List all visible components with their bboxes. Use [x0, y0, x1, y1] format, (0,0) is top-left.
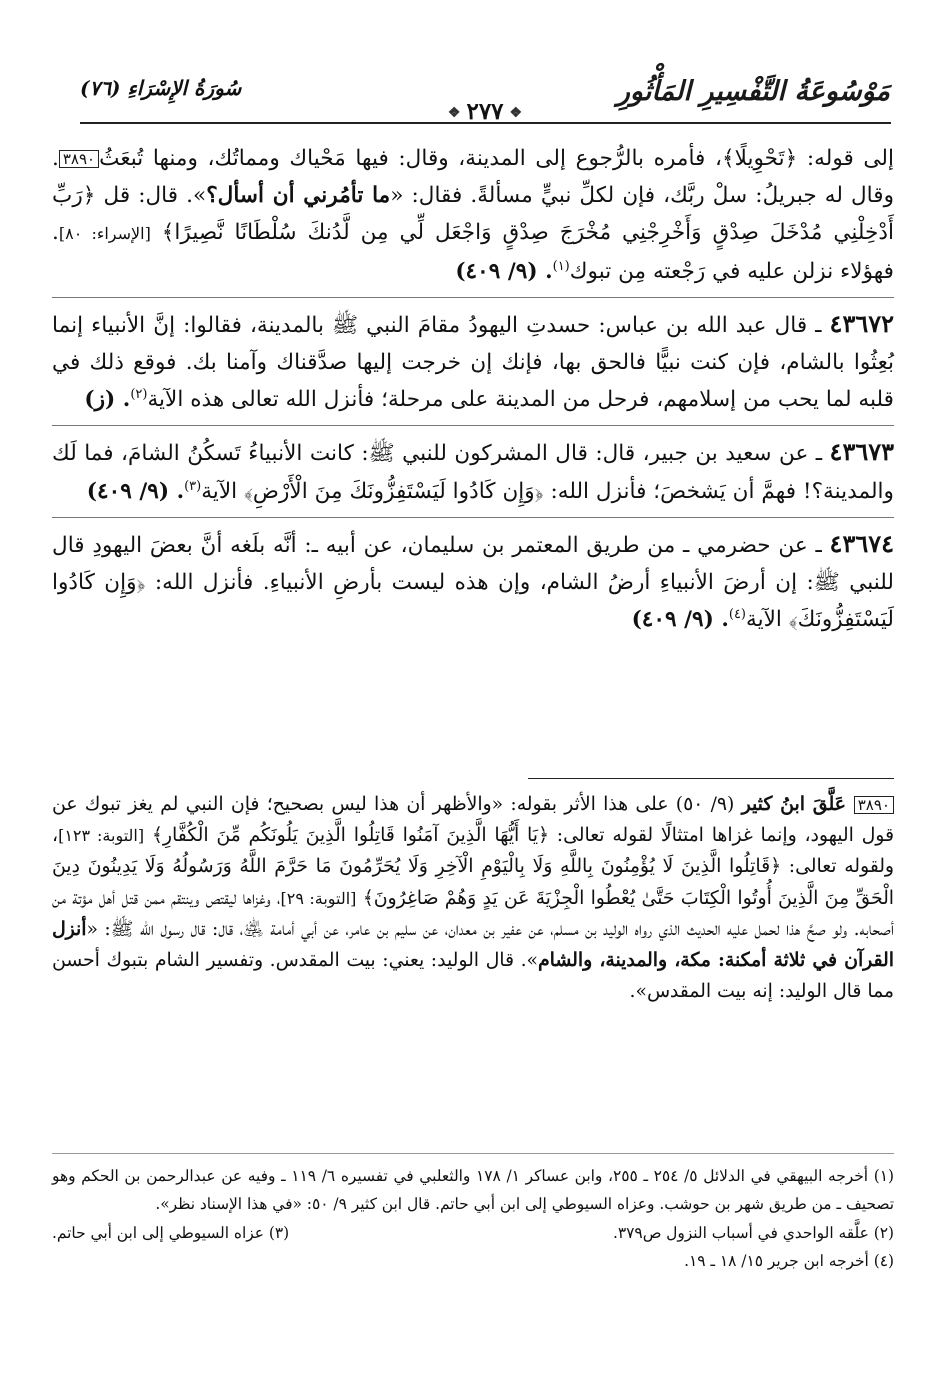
- page-number-group: [442, 98, 528, 125]
- commentary-number-box: ٣٨٩٠: [854, 796, 894, 814]
- entry-43674: [52, 525, 894, 639]
- page-number: ٢٧٧: [466, 98, 504, 125]
- entry-text: ـ قال عبد الله بن عباس: حسدتِ اليهودُ مقامَ النبي ﷺ بالمدينة، فقالوا: إنَّ الأنبياء إنما بُعِثُوا بالشام، فإن كنت نبيًّا فالحق بها، فإنك إن خرجت إليها صدَّقناك وآمنا بك. فوقع ذلك في قلبه لما يحب من إسلامهم، فرحل من المدينة على مرحلة؛ فأنزل الله تعالى هذه الآية: [52, 312, 894, 413]
- commentary-section: [52, 789, 894, 1007]
- separator: [52, 297, 894, 298]
- surah-title: سُورَةُ الإِسْرَاءِ (٧٦): [80, 76, 242, 100]
- verse-reference: [الإسراء: ٨٠]: [58, 224, 151, 244]
- cross-reference-box: ٣٨٩٠: [59, 150, 99, 168]
- footnotes-rule: [52, 1153, 894, 1154]
- ornament-icon: ❖: [447, 105, 461, 121]
- source-reference: . (٩/ ٤٠٩): [631, 607, 729, 633]
- footnote-marker: (٤): [728, 607, 746, 623]
- commentary-text-1: (٩/ ٥٠) على هذا الأثر بقوله: «والأظهر أن هذا ليس بصحيح؛ فإن النبي لم يغز تبوك عن قول اليهود، وإنما غزاها امتثالًا لقوله تعالى: ﴿يَا أَيُّهَا الَّذِينَ آمَنُوا قَاتِلُوا الَّذِينَ يَلُونَكُم مِّنَ الْكُفَّارِ﴾: [52, 794, 894, 847]
- main-content: [52, 140, 894, 638]
- footnote-4: (٤) أخرجه ابن جرير ١٥/ ١٨ ـ ١٩.: [684, 1252, 894, 1271]
- intro-text-3: ». قال: قل ﴿رَبِّ أَدْخِلْنِي مُدْخَلَ صِدْقٍ وَأَخْرِجْنِي مُخْرَجَ صِدْقٍ وَاجْعَل لِّي مِن لَّدُنكَ سُلْطَانًا نَّصِيرًا﴾: [52, 183, 894, 246]
- footnote-1: (١) أخرجه البيهقي في الدلائل ٥/ ٢٥٤ ـ ٢٥٥، وابن عساكر ١/ ١٧٨ والثعلبي في تفسيره ٦/ ١١٩ ـ وفيه عن عبدالرحمن بن الحكم وهو تصحيف ـ من طريق شهر بن حوشب. وعزاه السيوطي إلى ابن أبي حاتم. قال ابن كثير ٩/ ٥٠: «في هذا الإسناد نظر».: [52, 1167, 895, 1214]
- entry-43673: [52, 433, 894, 509]
- entry-number: ٤٣٦٧٢: [829, 308, 894, 338]
- footnotes-section: [52, 1162, 894, 1276]
- footnote-marker: (٣): [184, 478, 202, 494]
- source-reference: . (٩/ ٤٠٩): [455, 258, 553, 284]
- commentary-text-2: ، ولقوله تعالى: ﴿قَاتِلُوا الَّذِينَ لَا يُؤْمِنُونَ بِاللَّهِ وَلَا بِالْيَوْمِ الْآخِرِ وَلَا يُحَرِّمُونَ مَا حَرَّمَ اللَّهُ وَرَسُولُهُ وَلَا يَدِينُونَ دِينَ الْحَقِّ مِنَ الَّذِينَ أُوتُوا الْكِتَابَ حَتَّىٰ يُعْطُوا الْجِزْيَةَ عَن يَدٍ وَهُمْ صَاغِرُونَ﴾: [52, 825, 895, 909]
- intro-paragraph: [52, 140, 894, 290]
- page-header: [80, 70, 890, 125]
- commentary-rule: [528, 778, 894, 779]
- entry-text: ـ عن سعيد بن جبير، قال: قال المشركون للنبي ﷺ: كانت الأنبياءُ تَسكُنُ الشامَ، فما لَك والمدينة؟! فهمَّ أن يَشخصَ؛ فأنزل الله: ﴿وَإِن كَادُوا لَيَسْتَفِزُّونَكَ مِنَ الْأَرْضِ﴾ الآية: [52, 441, 894, 504]
- intro-text-4: . فهؤلاء نزلن عليه في رَجْعته مِن تبوك: [52, 220, 894, 284]
- entry-number: ٤٣٦٧٣: [829, 437, 894, 467]
- source-reference: . (ز): [84, 387, 131, 413]
- footnote-marker: (٢): [130, 387, 148, 403]
- source-reference: . (٩/ ٤٠٩): [86, 478, 185, 504]
- footnote-row: [52, 1219, 894, 1247]
- verse-reference: [التوبة: ٢٩]: [280, 888, 357, 908]
- footnote-2: (٢) علَّقه الواحدي في أسباب النزول ص٣٧٩.: [612, 1223, 894, 1242]
- separator: [52, 517, 894, 518]
- entry-number: ٤٣٦٧٤: [829, 528, 894, 558]
- verse-reference: [التوبة: ١٢٣]: [58, 826, 145, 846]
- commentary-text-4: ». قال الوليد: يعني: بيت المقدس. وتفسير الشام بتبوك أحسن مما قال الوليد: إنه بيت المقدس».: [52, 950, 894, 1003]
- separator: [52, 425, 894, 426]
- hadith-quote: أنزل القرآن في ثلاثة أمكنة: مكة، والمدينة، والشام: [52, 917, 894, 972]
- commentary-text-3: ، وغزاها ليقتص وينتقم ممن قتل أهل مؤتة من أصحابه. ولو صحَّ هذا لحمل عليه الحديث الذي رواه الوليد بن مسلم، عن عفير بن معدان، عن سليم بن عامر، عن أبي أمامة ﵁، قال: قال رسول الله ﷺ: «: [52, 887, 894, 940]
- intro-text-1: إلى قوله: ﴿تَحْوِيلًا﴾، فأمره بالرُّجوع إلى المدينة، وقال: فيها مَحْياك ومماتُك، ومنها تُبعَثُ: [99, 146, 894, 171]
- commentary-lead: عَلَّقَ ابنُ كثير: [741, 793, 854, 815]
- entry-text: ـ عن حضرمي ـ من طريق المعتمر بن سليمان، عن أبيه ـ: أنَّه بلَغه أنَّ بعضَ اليهودِ قال للنبي ﷺ: إن أرضَ الأنبياءِ أرضُ الشام، وإن هذه ليست بأرضِ الأنبياءِ. فأنزل الله: ﴿وَإِن كَادُوا لَيَسْتَفِزُّونَكَ﴾ الآية: [52, 532, 894, 633]
- book-title: مَوْسُوعَةُ التَّفْسِيرِ المَأْثُورِ: [616, 76, 890, 107]
- commentary-paragraph: [52, 789, 894, 1007]
- entry-43672: [52, 305, 894, 419]
- header-rule: [80, 122, 891, 124]
- ornament-icon: ❖: [509, 105, 523, 121]
- intro-quote: ما تأمُرني أن أسأل؟: [206, 183, 391, 209]
- intro-text-2: . وقال له جبريلُ: سلْ ربَّك، فإن لكلِّ نبيٍّ مسألةً. فقال: «: [52, 146, 894, 209]
- footnote-3: (٣) عزاه السيوطي إلى ابن أبي حاتم.: [52, 1223, 290, 1242]
- footnote-marker: (١): [552, 258, 570, 274]
